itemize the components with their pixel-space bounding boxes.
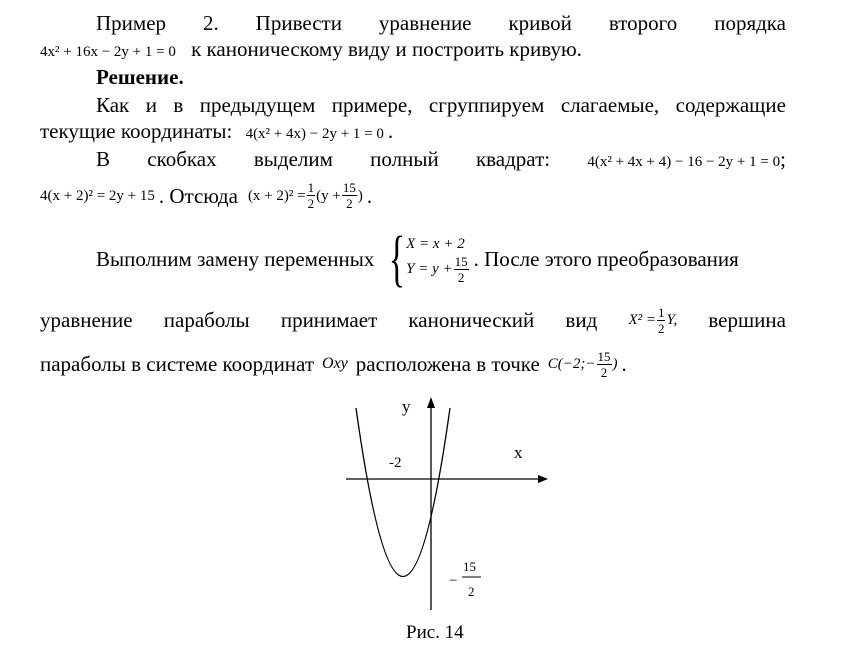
canonical-equation <box>628 305 677 336</box>
word: Привести <box>255 11 342 35</box>
eq-right: (y + <box>316 187 341 204</box>
denominator: 2 <box>457 269 465 285</box>
equation-result <box>248 180 363 211</box>
x-axis-label: x <box>514 443 523 462</box>
y-tick-numerator: 15 <box>463 559 476 574</box>
p4-line3 <box>40 344 627 384</box>
word: канонический <box>408 308 535 332</box>
y-axis <box>427 397 435 610</box>
word: квадрат: <box>475 147 551 171</box>
numerator: 1 <box>307 180 315 195</box>
fraction-fifteen-halves <box>342 180 357 211</box>
eq-right: Y, <box>666 312 678 328</box>
parabola-curve <box>356 408 450 577</box>
word: 2. <box>202 11 219 35</box>
close-paren: ) <box>357 187 363 204</box>
denominator: 2 <box>307 196 315 211</box>
numerator: 15 <box>342 180 356 195</box>
p2-line1 <box>96 92 786 118</box>
period: . <box>621 352 627 376</box>
substitution-system <box>382 225 469 293</box>
eq-left: (x + 2)² = <box>247 187 306 204</box>
y-arrow-icon <box>427 397 435 408</box>
word: и <box>145 93 157 117</box>
x-arrow-icon <box>538 475 548 483</box>
p4-line1 <box>96 224 786 294</box>
word: уравнение <box>40 308 133 332</box>
word: сгруппируем <box>428 93 545 117</box>
word: выделим <box>253 147 333 171</box>
numerator: 1 <box>657 304 665 320</box>
text: Выполним замену переменных <box>96 247 375 271</box>
p1-line2 <box>40 36 582 65</box>
word: уравнение <box>378 11 472 35</box>
fraction-fifteen-halves <box>454 254 469 285</box>
separator: ; <box>780 147 786 171</box>
fraction-one-half <box>657 305 666 336</box>
equation-original: 4x² + 16x − 2y + 1 = 0 <box>40 44 176 60</box>
denominator: 2 <box>346 196 353 211</box>
oxy-label: Oxy <box>322 355 348 372</box>
text: . После этого преобразования <box>473 247 739 271</box>
p1-line1 <box>96 10 786 36</box>
period: . <box>366 183 373 208</box>
word: В <box>96 147 111 171</box>
word: принимает <box>280 308 378 332</box>
word: кривой <box>508 11 572 35</box>
word: содержащие <box>675 93 786 117</box>
equation-grouped: 4(x² + 4x) − 2y + 1 = 0 <box>245 126 384 142</box>
denominator: 2 <box>600 364 608 380</box>
text: текущие координаты: <box>40 119 233 143</box>
word: скобках <box>147 147 217 171</box>
y-tick-denominator: 2 <box>468 584 475 599</box>
row-text: Y = y + <box>406 261 453 277</box>
word: в <box>173 93 184 117</box>
system-row-x: X = x + 2 <box>406 235 465 252</box>
word: порядка <box>714 11 786 35</box>
close-paren: ) <box>612 356 618 372</box>
text: . Отсюда <box>158 183 238 208</box>
word: вершина <box>708 308 786 332</box>
brace-icon: { <box>389 225 406 293</box>
x-axis <box>346 475 548 483</box>
word: предыдущем <box>199 93 316 117</box>
word: слагаемые, <box>560 93 660 117</box>
vertex-point <box>548 349 618 380</box>
fraction-one-half <box>307 180 316 211</box>
text: расположена в точке <box>355 352 540 376</box>
eq-left: X² = <box>628 312 656 328</box>
p2-line2 <box>40 118 393 147</box>
text: параболы в системе координат <box>40 352 315 376</box>
period: . <box>387 119 394 143</box>
text: к каноническому виду и построить кривую. <box>191 37 582 61</box>
p3-line2 <box>40 180 372 211</box>
word: полный <box>370 147 439 171</box>
equation-square-form: 4(x + 2)² = 2y + 15 <box>40 187 155 204</box>
y-tick-sign: − <box>449 573 458 589</box>
word: Пример <box>96 11 167 35</box>
p3-line1 <box>96 146 786 175</box>
word: второго <box>608 11 678 35</box>
denominator: 2 <box>657 320 665 336</box>
word: параболы <box>163 308 250 332</box>
word: вид <box>565 308 598 332</box>
word: Как <box>96 93 130 117</box>
numerator: 15 <box>454 253 468 269</box>
point-text: C(−2;− <box>547 356 596 372</box>
equation-complete-square: 4(x² + 4x + 4) − 16 − 2y + 1 = 0 <box>587 154 781 170</box>
figure-caption: Рис. 14 <box>406 622 464 643</box>
numerator: 15 <box>597 348 611 364</box>
word: примере, <box>331 93 413 117</box>
p4-line2 <box>40 300 786 340</box>
x-tick-label: -2 <box>389 455 402 471</box>
system-row-y <box>406 254 470 285</box>
solution-heading: Решение. <box>96 65 184 89</box>
fraction-fifteen-halves <box>597 349 612 380</box>
system-rows <box>406 234 470 285</box>
y-axis-label: y <box>402 397 411 416</box>
